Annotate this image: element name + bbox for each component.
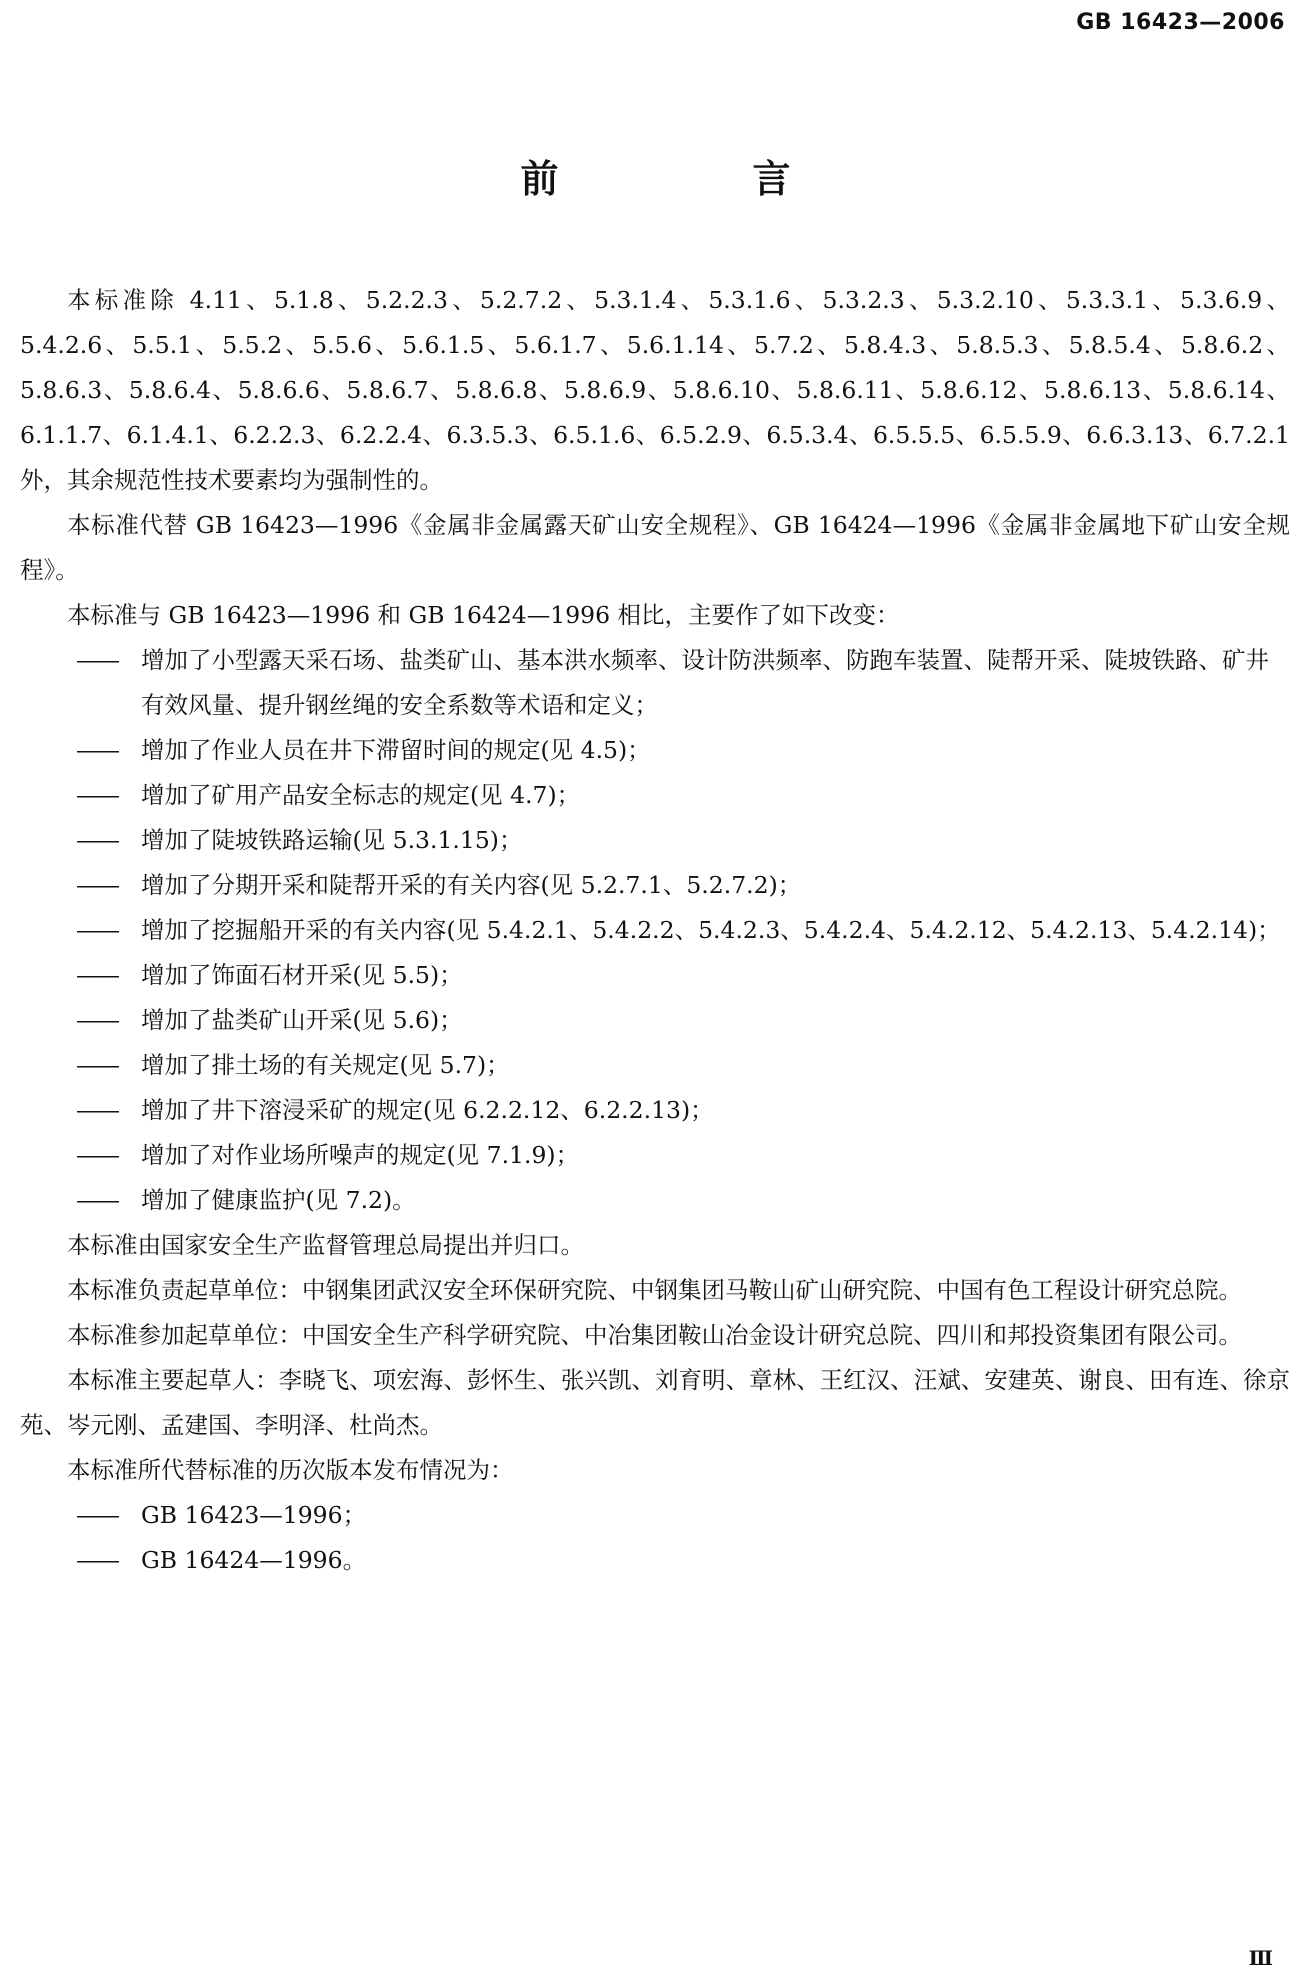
drafting-units-paragraph: 本标准负责起草单位：中钢集团武汉安全环保研究院、中钢集团马鞍山矿山研究院、中国有色工程设计研究总院。	[67, 1276, 1242, 1304]
list-item: —— 增加了健康监护(见 7.2)。	[20, 1178, 1290, 1223]
document-body	[20, 278, 1290, 1583]
list-item: —— 增加了排土场的有关规定(见 5.7)；	[20, 1043, 1290, 1088]
list-item: —— GB 16423—1996；	[20, 1493, 1290, 1538]
proposer-paragraph: 本标准由国家安全生产监督管理总局提出并归口。	[67, 1231, 584, 1259]
list-item: —— 增加了挖掘船开采的有关内容(见 5.4.2.1、5.4.2.2、5.4.2.3、5.4.2.4、5.4.2.12、5.4.2.13、5.4.2.14)；	[20, 908, 1290, 953]
dash-mark: ——	[76, 781, 117, 809]
list-item: —— 增加了对作业场所噪声的规定(见 7.1.9)；	[20, 1133, 1290, 1178]
dash-mark: ——	[76, 1006, 117, 1034]
dash-mark: ——	[76, 1501, 117, 1529]
dash-mark: ——	[76, 1096, 117, 1124]
drafters-paragraph: 本标准主要起草人：李晓飞、项宏海、彭怀生、张兴凯、刘育明、章林、王红汉、汪斌、安建英、谢良、田有连、徐京苑、岑元刚、孟建国、李明泽、杜尚杰。	[20, 1366, 1290, 1439]
dash-mark: ——	[76, 961, 117, 989]
list-item: —— 增加了作业人员在井下滞留时间的规定(见 4.5)；	[20, 728, 1290, 773]
changes-list	[20, 638, 1290, 1223]
replacement-paragraph: 本标准代替 GB 16423—1996《金属非金属露天矿山安全规程》、GB 16424—1996《金属非金属地下矿山安全规程》。	[20, 511, 1290, 584]
dash-mark: ——	[76, 871, 117, 899]
list-item: —— 增加了盐类矿山开采(见 5.6)；	[20, 998, 1290, 1043]
dash-mark: ——	[76, 1186, 117, 1214]
dash-mark: ——	[76, 916, 117, 944]
list-item: —— 增加了饰面石材开采(见 5.5)；	[20, 953, 1290, 998]
history-intro-paragraph: 本标准所代替标准的历次版本发布情况为：	[67, 1456, 514, 1484]
dash-mark: ——	[76, 736, 117, 764]
page-number: Ⅲ	[1248, 1946, 1273, 1970]
dash-mark: ——	[76, 1051, 117, 1079]
dash-mark: ——	[76, 646, 117, 674]
list-item: —— GB 16424—1996。	[20, 1538, 1290, 1583]
dash-mark: ——	[76, 1141, 117, 1169]
list-item: —— 增加了小型露天采石场、盐类矿山、基本洪水频率、设计防洪频率、防跑车装置、陡帮开采、陡坡铁路、矿井有效风量、提升钢丝绳的安全系数等术语和定义；	[20, 638, 1290, 728]
dash-mark: ——	[76, 1546, 117, 1574]
mandatory-clauses-paragraph: 本标准除 4.11、5.1.8、5.2.2.3、5.2.7.2、5.3.1.4、5.3.1.6、5.3.2.3、5.3.2.10、5.3.3.1、5.3.6.9、5.4.2.6、5.5.1、5.5.2、5.5.6、5.6.1.5、5.6.1.7、5.6.1.14、5.7.2、5.8.4.3、5.8.5.3、5.8.5.4、5.8.6.2、5.8.6.3、5.8.6.4、5.8.6.6、5.8.6.7、5.8.6.8、5.8.6.9、5.8.6.10、5.8.6.11、5.8.6.12、5.8.6.13、5.8.6.14、6.1.1.7、6.1.4.1、6.2.2.3、6.2.2.4、6.3.5.3、6.5.1.6、6.5.2.9、6.5.3.4、6.5.5.5、6.5.5.9、6.6.3.13、6.7.2.1 外，其余规范性技术要素均为强制性的。	[20, 286, 1290, 494]
dash-mark: ——	[76, 826, 117, 854]
list-item: —— 增加了分期开采和陡帮开采的有关内容(见 5.2.7.1、5.2.7.2)；	[20, 863, 1290, 908]
list-item: —— 增加了陡坡铁路运输(见 5.3.1.15)；	[20, 818, 1290, 863]
page-title: 前 言	[520, 157, 869, 201]
list-item: —— 增加了井下溶浸采矿的规定(见 6.2.2.12、6.2.2.13)；	[20, 1088, 1290, 1133]
list-item: —— 增加了矿用产品安全标志的规定(见 4.7)；	[20, 773, 1290, 818]
history-list	[20, 1493, 1290, 1583]
participating-units-paragraph: 本标准参加起草单位：中国安全生产科学研究院、中冶集团鞍山冶金设计研究总院、四川和邦投资集团有限公司。	[67, 1321, 1242, 1349]
changes-intro-paragraph: 本标准与 GB 16423—1996 和 GB 16424—1996 相比，主要作了如下改变：	[67, 601, 900, 629]
standard-number: GB 16423—2006	[1076, 10, 1285, 35]
